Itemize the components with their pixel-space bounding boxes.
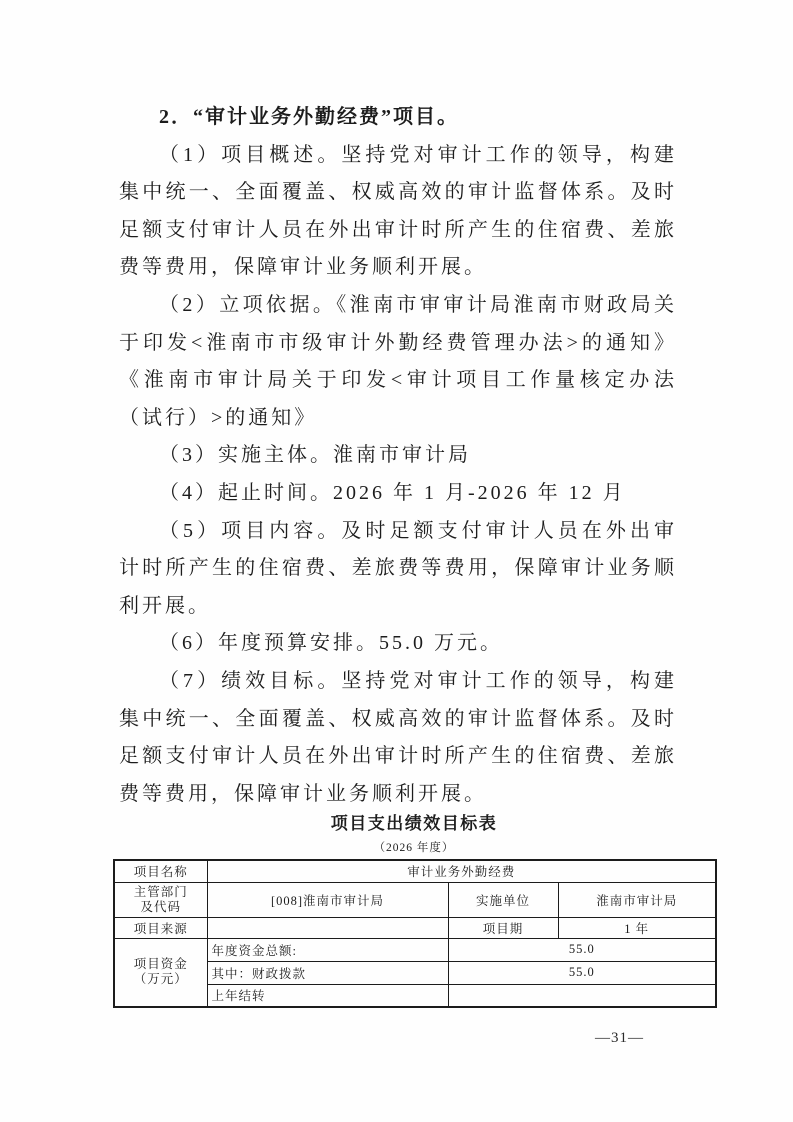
- table-title: 项目支出绩效目标表: [330, 814, 498, 833]
- project-period-label: 项目期: [448, 917, 558, 938]
- document-body: [119, 99, 677, 813]
- project-period-value: 1 年: [558, 917, 716, 938]
- project-name-label: 项目名称: [114, 860, 207, 882]
- project-name-value: 审计业务外勤经费: [207, 860, 716, 882]
- project-funds-label: [114, 938, 207, 1007]
- paragraph-performance-goal: （7）绩效目标。坚持党对审计工作的领导，构建集中统一、全面覆盖、权威高效的审计监督体系。及时足额支付审计人员在外出审计时所产生的住宿费、差旅费等费用，保障审计业务顺利开展。: [119, 669, 677, 805]
- project-source-value: [207, 917, 448, 938]
- project-source-label: 项目来源: [114, 917, 207, 938]
- paragraph-time-span: （4）起止时间。2026 年 1 月-2026 年 12 月: [159, 481, 626, 504]
- table-row: [114, 938, 716, 961]
- paragraph-implementing-body: （3）实施主体。淮南市审计局: [159, 444, 471, 467]
- dept-code-label: [114, 882, 207, 917]
- project-funds-label-line1: 项目资金: [133, 957, 188, 972]
- page-number: —31—: [595, 1030, 644, 1046]
- impl-unit-value: 淮南市审计局: [558, 882, 716, 917]
- carryover-value: [448, 984, 716, 1007]
- paragraph-project-content: （5）项目内容。及时足额支付审计人员在外出审计时所产生的住宿费、差旅费等费用，保障审计业务顺利开展。: [119, 519, 677, 617]
- performance-goal-table: [113, 859, 717, 1008]
- table-subtitle: （2026 年度）: [373, 842, 455, 854]
- table-row: [114, 860, 716, 882]
- dept-code-label-line1: 主管部门: [133, 884, 188, 899]
- fiscal-allocation-label: 其中：财政拨款: [207, 961, 448, 984]
- paragraph-project-overview: （1）项目概述。坚持党对审计工作的领导，构建集中统一、全面覆盖、权威高效的审计监督体系。及时足额支付审计人员在外出审计时所产生的住宿费、差旅费等费用，保障审计业务顺利开展。: [119, 143, 677, 279]
- dept-code-label-line2: 及代码: [140, 899, 181, 914]
- paragraph-annual-budget: （6）年度预算安排。55.0 万元。: [159, 632, 503, 655]
- impl-unit-label: 实施单位: [448, 882, 558, 917]
- performance-goal-table-section: [113, 813, 715, 1008]
- section-heading: 2．“审计业务外勤经费”项目。: [159, 106, 459, 128]
- annual-total-value: 55.0: [448, 938, 716, 961]
- dept-code-value: [008]淮南市审计局: [207, 882, 448, 917]
- project-funds-label-line2: （万元）: [133, 972, 188, 987]
- table-row: [114, 917, 716, 938]
- annual-total-label: 年度资金总额:: [207, 938, 448, 961]
- table-row: [114, 882, 716, 917]
- carryover-label: 上年结转: [207, 984, 448, 1007]
- fiscal-allocation-value: 55.0: [448, 961, 716, 984]
- paragraph-project-basis: （2）立项依据。《淮南市审审计局淮南市财政局关于印发<淮南市市级审计外勤经费管理办法>的通知》 《淮南市审计局关于印发<审计项目工作量核定办法（试行）>的通知》: [119, 293, 677, 429]
